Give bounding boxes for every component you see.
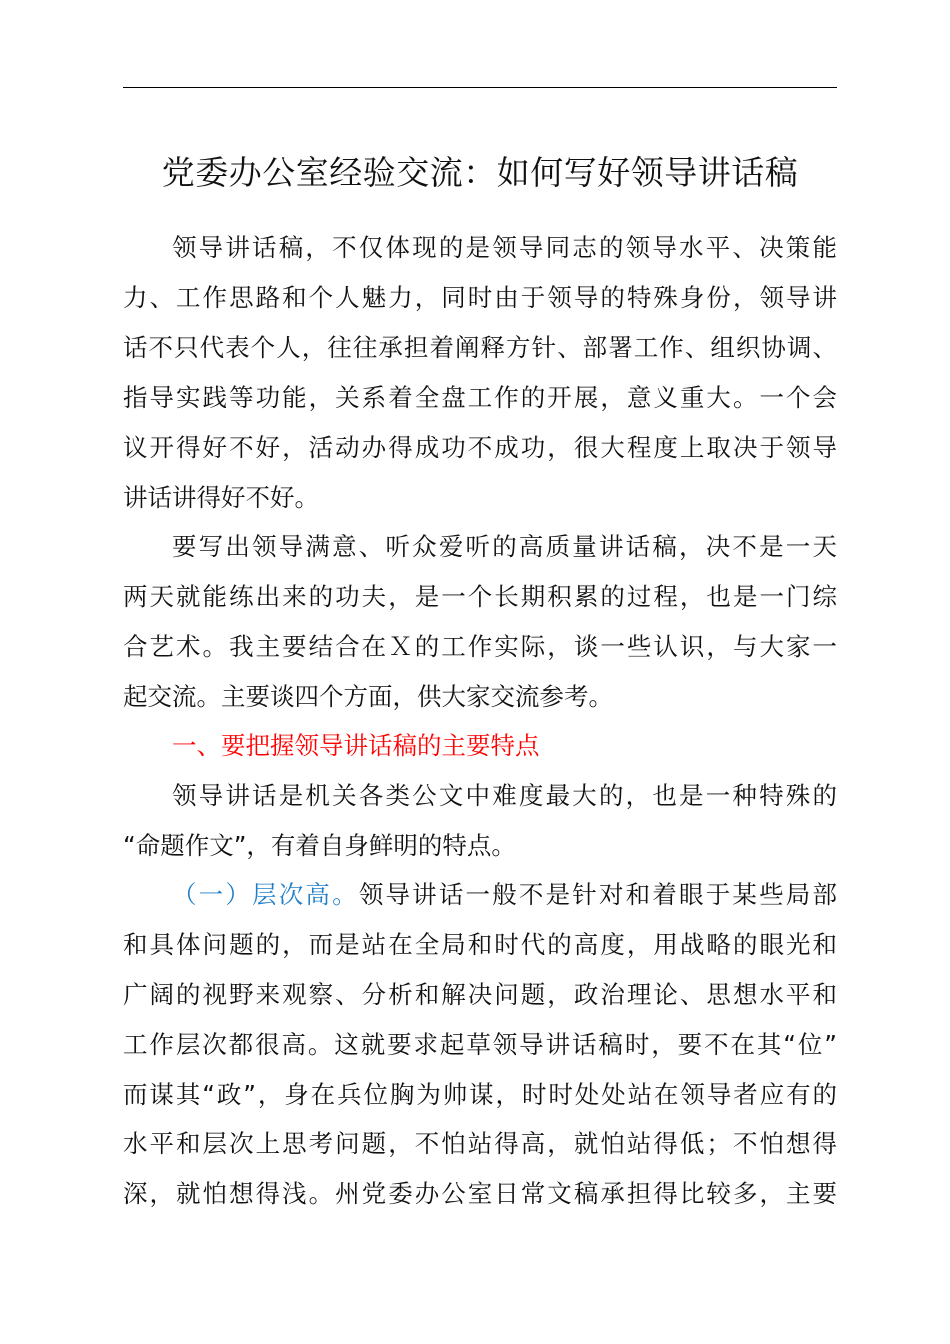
paragraph-line: 广阔的视野来观察、分析和解决问题，政治理论、思想水平和 <box>123 980 837 1009</box>
paragraph-line: 要写出领导满意、听众爱听的高质量讲话稿，决不是一天 <box>172 532 837 561</box>
paragraph-line: 领导讲话是机关各类公文中难度最大的，也是一种特殊的 <box>172 781 837 810</box>
paragraph-line: “命题作文”，有着自身鲜明的特点。 <box>123 831 516 860</box>
paragraph-line: 起交流。主要谈四个方面，供大家交流参考。 <box>123 682 613 711</box>
paragraph-line: 两天就能练出来的功夫，是一个长期积累的过程，也是一门综 <box>123 582 837 611</box>
paragraph-line: 水平和层次上思考问题，不怕站得高，就怕站得低；不怕想得 <box>123 1129 837 1158</box>
header-rule <box>123 87 837 88</box>
paragraph-line: 指导实践等功能，关系着全盘工作的开展，意义重大。一个会 <box>123 383 837 412</box>
paragraph-line: 而谋其“政”，身在兵位胸为帅谋，时时处处站在领导者应有的 <box>123 1080 837 1109</box>
paragraph-line: 力、工作思路和个人魅力，同时由于领导的特殊身份，领导讲 <box>123 283 837 312</box>
section-heading: 一、要把握领导讲话稿的主要特点 <box>172 731 540 760</box>
subsection-label: （一）层次高。 <box>172 880 359 909</box>
subsection-line <box>172 870 837 920</box>
paragraph-line: 和具体问题的，而是站在全局和时代的高度，用战略的眼光和 <box>123 930 837 959</box>
paragraph-line: 话不只代表个人，往往承担着阐释方针、部署工作、组织协调、 <box>123 333 837 362</box>
paragraph-line: 领导讲话稿，不仅体现的是领导同志的领导水平、决策能 <box>172 233 837 262</box>
paragraph-line: 深，就怕想得浅。州党委办公室日常文稿承担得比较多，主要 <box>123 1179 837 1208</box>
document-title: 党委办公室经验交流：如何写好领导讲话稿 <box>161 153 799 192</box>
paragraph-line: 议开得好不好，活动办得成功不成功，很大程度上取决于领导 <box>123 433 837 462</box>
paragraph-line: 合艺术。我主要结合在Ｘ的工作实际，谈一些认识，与大家一 <box>123 632 837 661</box>
paragraph-line: 讲话讲得好不好。 <box>123 483 319 512</box>
subsection-text: 领导讲话一般不是针对和着眼于某些局部 <box>358 880 837 909</box>
paragraph-line: 工作层次都很高。这就要求起草领导讲话稿时，要不在其“位” <box>123 1030 837 1059</box>
